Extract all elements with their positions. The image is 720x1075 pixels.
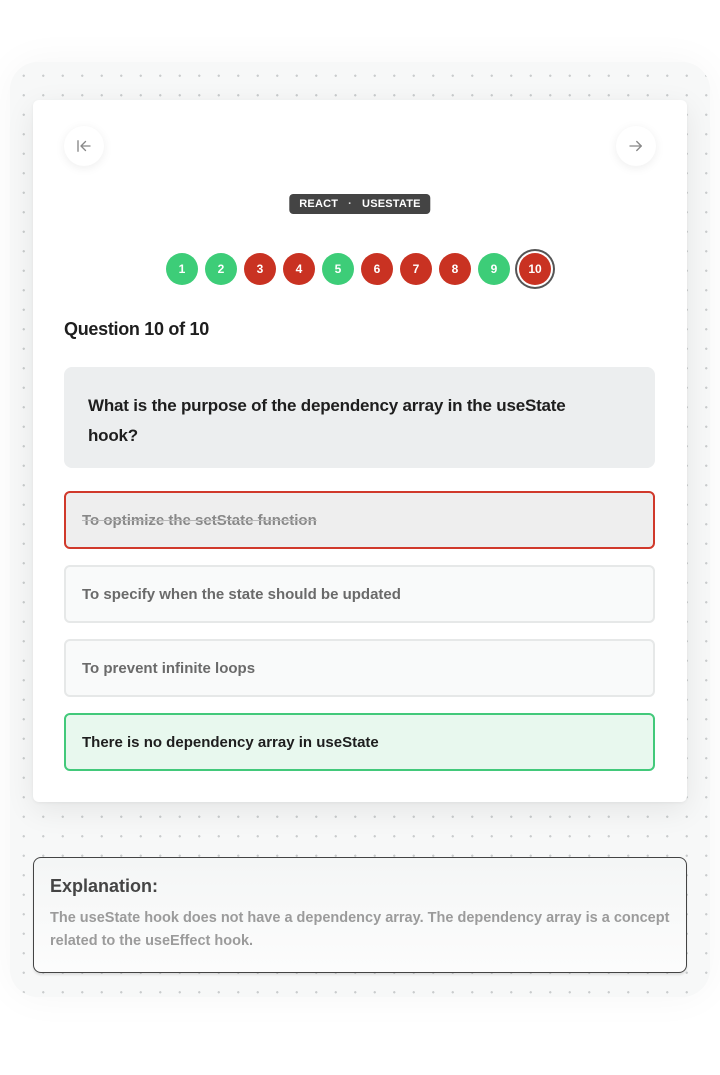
- question-progress: [33, 253, 687, 285]
- answer-option-1-wrong[interactable]: To optimize the setState function: [64, 491, 655, 549]
- progress-step-10-current[interactable]: 10: [519, 253, 551, 285]
- progress-step-9[interactable]: 9: [478, 253, 510, 285]
- progress-step-8[interactable]: 8: [439, 253, 471, 285]
- progress-step-6[interactable]: 6: [361, 253, 393, 285]
- tag-topic: USESTATE: [362, 198, 421, 210]
- progress-step-7[interactable]: 7: [400, 253, 432, 285]
- previous-button[interactable]: [64, 126, 104, 166]
- explanation-title: Explanation:: [50, 876, 159, 896]
- arrow-right-icon: [627, 137, 645, 155]
- progress-step-5[interactable]: 5: [322, 253, 354, 285]
- answer-option-3[interactable]: To prevent infinite loops: [64, 639, 655, 697]
- progress-step-3[interactable]: 3: [244, 253, 276, 285]
- explanation-panel: [33, 857, 687, 973]
- topic-tag: [289, 194, 430, 214]
- progress-step-1[interactable]: 1: [166, 253, 198, 285]
- question-counter: Question 10 of 10: [64, 319, 209, 339]
- explanation-body: The useState hook does not have a dependency array. The dependency array is a concept related to the useEffect hook.: [50, 910, 670, 949]
- next-button[interactable]: [616, 126, 656, 166]
- answer-option-4-correct[interactable]: There is no dependency array in useState: [64, 713, 655, 771]
- tag-separator: ·: [348, 198, 353, 210]
- answer-option-2[interactable]: To specify when the state should be updated: [64, 565, 655, 623]
- progress-step-2[interactable]: 2: [205, 253, 237, 285]
- quiz-card: [33, 100, 687, 802]
- tag-category: REACT: [299, 198, 339, 210]
- question-text: What is the purpose of the dependency array in the useState hook?: [64, 367, 655, 468]
- progress-step-4[interactable]: 4: [283, 253, 315, 285]
- arrow-left-to-line-icon: [75, 137, 93, 155]
